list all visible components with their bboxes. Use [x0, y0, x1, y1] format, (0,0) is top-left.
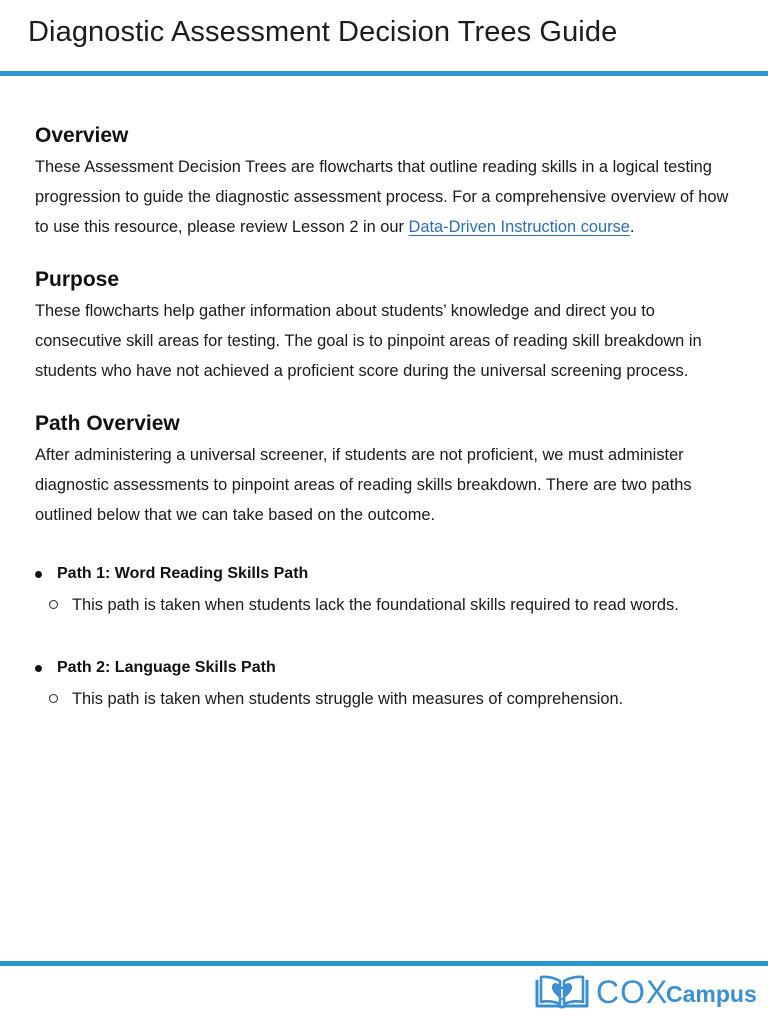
path-1-title-row: [35, 558, 740, 590]
spacer: [35, 386, 740, 408]
spacer: [35, 530, 740, 558]
path-1-item: [35, 558, 740, 622]
overview-text-after-link: .: [629, 218, 635, 236]
path-2-description-row: [35, 684, 740, 716]
open-book-heart-icon: [534, 974, 590, 1010]
overview-heading: Overview: [35, 124, 129, 147]
spacer: [35, 622, 740, 652]
header-divider: [0, 71, 768, 76]
path-overview-section: [35, 408, 740, 716]
brand-campus-text: Campus: [666, 981, 757, 1007]
path-overview-text: After administering a universal screener, if students are not proficient, we must administer diagnostic assessments to pinpoint areas of reading skills breakdown. There are two paths outlined below that we can take based on the outcome.: [35, 446, 692, 524]
overview-text-before-link: These Assessment Decision Trees are flowcharts that outline reading skills in a logical testing progression to guide the diagnostic assessment process. For a comprehensive overview of how to use this resource, please review Lesson 2 in our: [35, 158, 729, 236]
path-2-item: [35, 652, 740, 716]
path-1-title: Path 1: Word Reading Skills Path: [57, 565, 309, 582]
purpose-text: These flowcharts help gather information about students’ knowledge and direct you to consecutive skill areas for testing. The goal is to pinpoint areas of reading skill breakdown in students who have not achieved a proficient score during the universal screening process.: [35, 302, 702, 380]
page-title: Diagnostic Assessment Decision Trees Guide: [28, 16, 618, 48]
path-1-description-row: [35, 590, 740, 622]
hollow-bullet-icon: [49, 694, 58, 703]
overview-text: [35, 152, 740, 242]
path-1-description: This path is taken when students lack the foundational skills required to read words.: [72, 596, 679, 614]
hollow-bullet-icon: [49, 600, 58, 609]
main-content: [35, 120, 740, 716]
overview-section: [35, 120, 740, 242]
spacer: [35, 242, 740, 264]
path-2-title-row: [35, 652, 740, 684]
data-driven-instruction-course-link[interactable]: Data-Driven Instruction course: [408, 218, 630, 236]
bullet-dot-icon: [35, 665, 42, 672]
purpose-section: [35, 264, 740, 386]
page-header: [0, 0, 768, 72]
cox-campus-logo: [534, 972, 764, 1012]
purpose-heading: Purpose: [35, 268, 120, 291]
brand-cox-text: COX: [596, 974, 669, 1010]
path-overview-heading: Path Overview: [35, 412, 180, 435]
path-2-description: This path is taken when students struggle with measures of comprehension.: [72, 690, 624, 708]
bullet-dot-icon: [35, 571, 42, 578]
footer-divider: [0, 961, 768, 966]
path-2-title: Path 2: Language Skills Path: [57, 659, 276, 676]
